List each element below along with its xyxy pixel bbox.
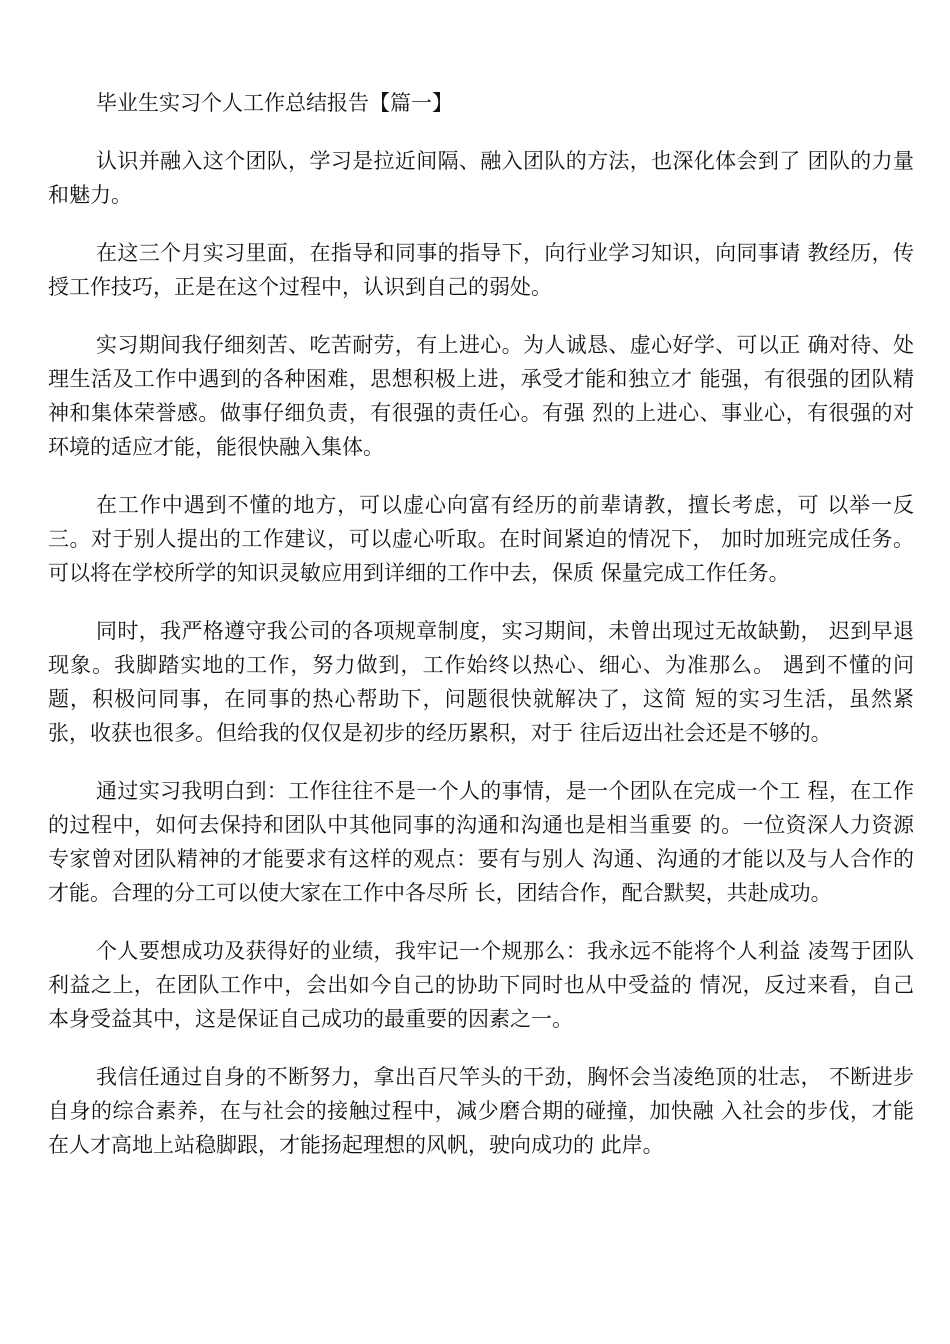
paragraph: 同时，我严格遵守我公司的各项规章制度，实习期间，未曾出现过无故缺勤， 迟到早退现象。我脚踏实地的工作，努力做到，工作始终以热心、细心、为准那么。 遇到不懂的问题，积极问同事，在同事的热心帮助下，问题很快就解决了，这简 短的实习生活，虽然紧张，收获也很多。但给我的仅仅是初步的经历累积，对于 往后迈出社会还是不够的。 [48, 619, 914, 745]
paragraph: 在这三个月实习里面，在指导和同事的指导下，向行业学习知识，向同事请 教经历，传授工作技巧，正是在这个过程中，认识到自己的弱处。 [48, 241, 914, 299]
paragraph: 个人要想成功及获得好的业绩，我牢记一个规那么：我永远不能将个人利益 凌驾于团队利益之上，在团队工作中，会出如今自己的协助下同时也从中受益的 情况，反过来看，自己本身受益其中，这是保证自己成功的最重要的因素之一。 [48, 939, 914, 1031]
paragraph: 实习期间我仔细刻苦、吃苦耐劳，有上进心。为人诚恳、虚心好学、可以正 确对待、处理生活及工作中遇到的各种困难，思想积极上进，承受才能和独立才 能强，有很强的团队精神和集体荣誉感。做事仔细负责，有很强的责任心。有强 烈的上进心、事业心，有很强的对环境的适应才能，能很快融入集体。 [48, 333, 914, 459]
paragraph: 我信任通过自身的不断努力，拿出百尺竿头的干劲，胸怀会当凌绝顶的壮志， 不断进步自身的综合素养，在与社会的接触过程中，减少磨合期的碰撞，加快融 入社会的步伐，才能在人才高地上站稳脚跟，才能扬起理想的风帆，驶向成功的 此岸。 [48, 1065, 914, 1157]
paragraph: 在工作中遇到不懂的地方，可以虚心向富有经历的前辈请教，擅长考虑，可 以举一反三。对于别人提出的工作建议，可以虚心听取。在时间紧迫的情况下， 加时加班完成任务。可以将在学校所学的知识灵敏应用到详细的工作中去，保质 保量完成工作任务。 [48, 493, 914, 585]
document-page [48, 86, 914, 1186]
document-title: 毕业生实习个人工作总结报告【篇一】 [96, 91, 453, 115]
paragraph: 认识并融入这个团队，学习是拉近间隔、融入团队的方法，也深化体会到了 团队的力量和魅力。 [48, 149, 914, 207]
paragraph: 通过实习我明白到：工作往往不是一个人的事情，是一个团队在完成一个工 程，在工作的过程中，如何去保持和团队中其他同事的沟通和沟通也是相当重要 的。一位资深人力资源专家曾对团队精神的才能要求有这样的观点：要有与别人 沟通、沟通的才能以及与人合作的才能。合理的分工可以使大家在工作中各尽所 长，团结合作，配合默契，共赴成功。 [48, 779, 914, 905]
